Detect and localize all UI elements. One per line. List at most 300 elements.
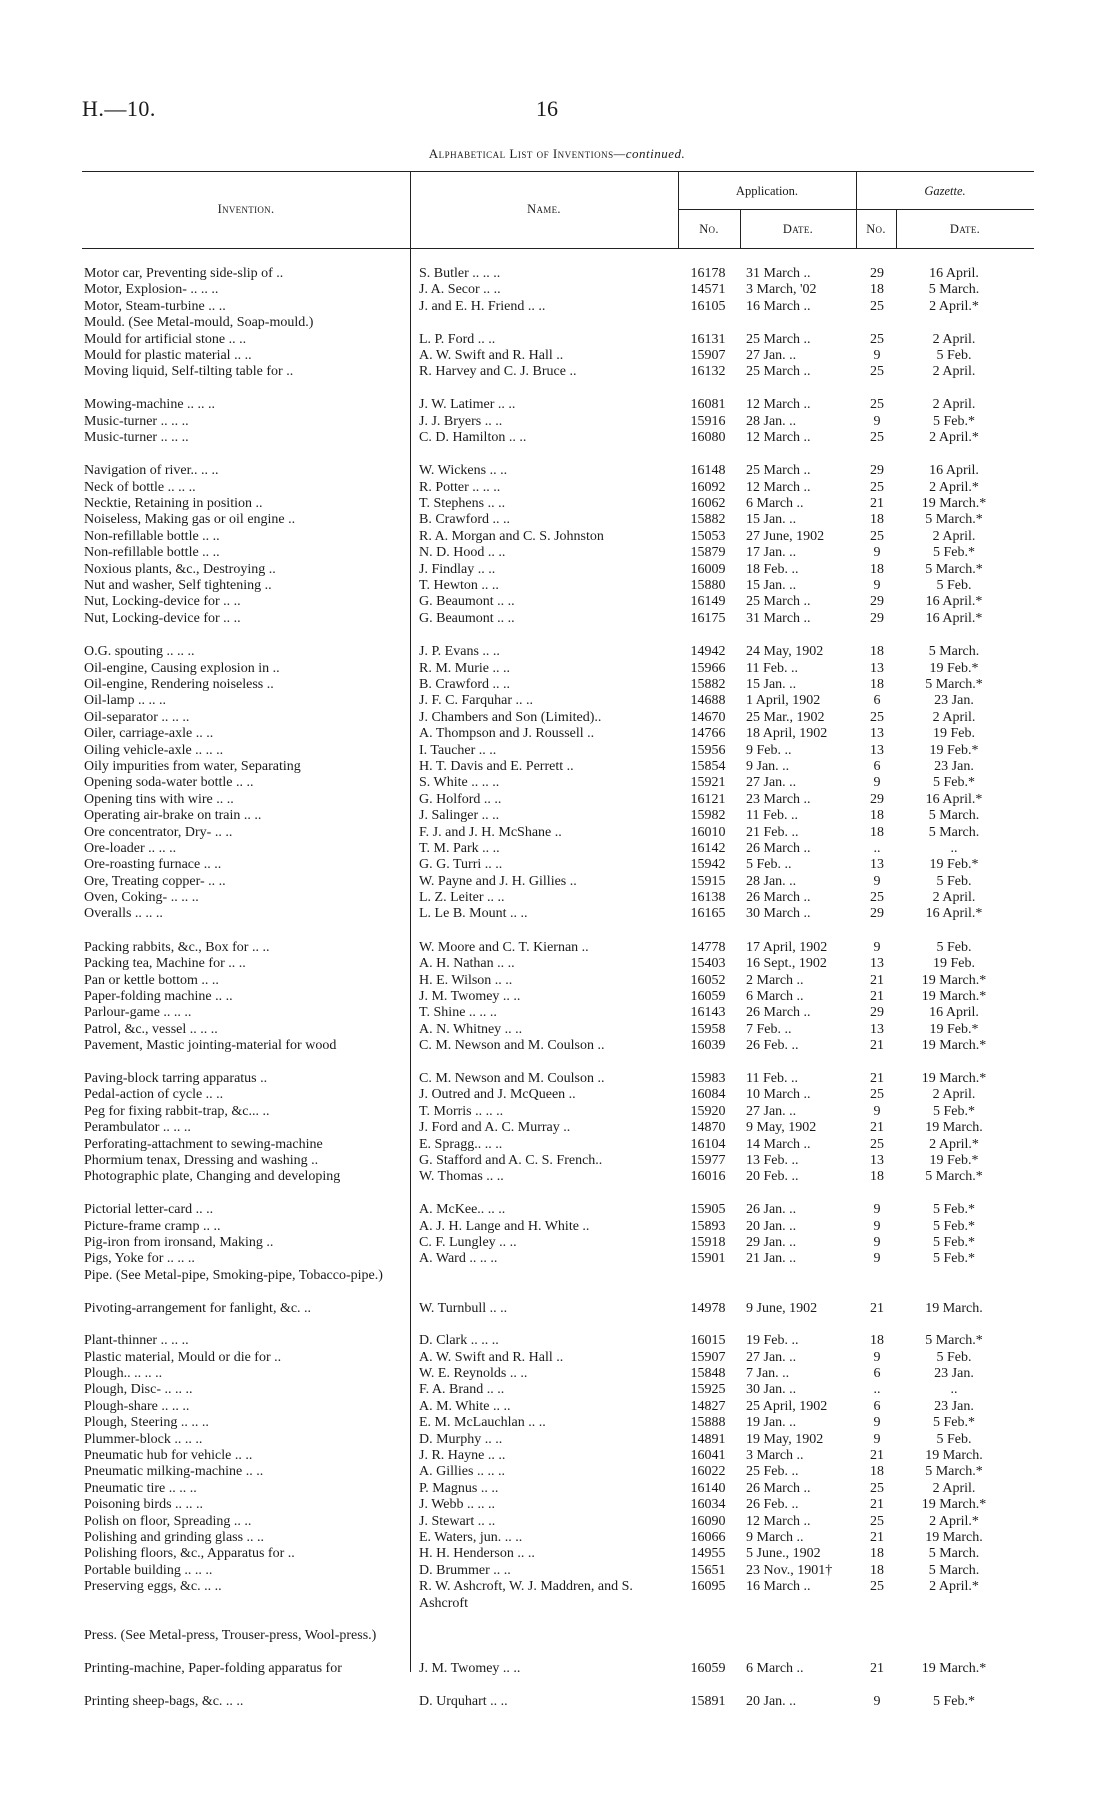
name-cell: A. N. Whitney .. .. (419, 1021, 523, 1037)
name-cell: T. Hewton .. .. (419, 578, 499, 594)
table-row (0, 906, 1114, 922)
application-date-cell: 26 Feb. .. (746, 1038, 799, 1054)
application-date-cell: 25 March .. (746, 364, 811, 380)
invention-cell: Nut, Locking-device for .. .. (84, 610, 241, 626)
gazette-no-cell: 21 (870, 1071, 884, 1086)
table-row (0, 1169, 1114, 1202)
application-no-cell: 14688 (690, 693, 726, 709)
invention-cell: Printing-machine, Paper-folding apparatus for (84, 1661, 342, 1677)
gazette-no-cell: 18 (870, 512, 884, 528)
invention-cell: Oily impurities from water, Separating (84, 758, 301, 774)
application-date-cell: 20 Jan. .. (746, 1218, 797, 1234)
gazette-date-cell: 5 March.* (925, 512, 983, 528)
table-row (0, 775, 1114, 791)
gazette-no-cell: 6 (873, 758, 881, 774)
table-caption (0, 146, 1114, 162)
application-date-cell: 14 March .. (746, 1136, 811, 1152)
table-row (0, 1514, 1114, 1530)
name-cell: G. Beaumont .. .. (419, 594, 515, 610)
gazette-date-cell: 19 March.* (921, 1038, 987, 1054)
application-date-cell: 18 Feb. .. (746, 561, 799, 577)
application-no-cell: 15905 (690, 1202, 726, 1218)
application-no-cell: 16149 (690, 594, 726, 610)
table-row (0, 1333, 1114, 1349)
gazette-date-cell: 5 March. (928, 282, 980, 298)
name-cell: A. W. Swift and R. Hall .. (419, 347, 564, 363)
table-row (0, 644, 1114, 660)
application-date-cell: 11 Feb. .. (746, 660, 798, 676)
gazette-date-cell: 5 Feb.* (933, 545, 975, 561)
gazette-date-cell: 5 March. (928, 644, 980, 660)
gazette-date-cell: 2 April. (932, 331, 976, 347)
name-cell: R. A. Morgan and C. S. Johnston (419, 528, 604, 544)
gazette-no-cell: 18 (870, 1333, 884, 1349)
name-cell: T. Shine .. .. .. (419, 1005, 497, 1021)
table-row (0, 1022, 1114, 1038)
name-cell: F. J. and J. H. McShane .. (419, 824, 562, 840)
application-no-cell: 16148 (690, 463, 726, 479)
gazette-no-cell: .. (873, 1382, 881, 1398)
gazette-no-cell: 25 (870, 1513, 884, 1529)
invention-cell: Noiseless, Making gas or oil engine .. (84, 512, 296, 528)
name-cell: G. G. Turri .. .. (419, 857, 503, 873)
application-no-cell: 16143 (690, 1005, 726, 1021)
name-cell: H. T. Davis and E. Perrett .. (419, 758, 574, 774)
table-row (0, 1563, 1114, 1579)
application-date-cell: 30 Jan. .. (746, 1382, 797, 1398)
gazette-date-cell: 19 March.* (921, 1661, 987, 1677)
name-cell: W. Thomas .. .. (419, 1169, 504, 1185)
invention-cell: Portable building .. .. .. (84, 1562, 213, 1578)
table-row (0, 430, 1114, 446)
table-row (0, 611, 1114, 627)
gazette-no-cell: 18 (870, 808, 884, 824)
table-row (0, 661, 1114, 677)
table-row (0, 1071, 1114, 1087)
gazette-no-cell: 6 (873, 693, 881, 709)
application-date-cell: 28 Jan. .. (746, 413, 797, 429)
application-date-cell: 18 April, 1902 (746, 726, 828, 742)
col-header-date: Date. (782, 222, 814, 236)
table-row (0, 940, 1114, 956)
name-cell: A. Thompson and J. Roussell .. (419, 726, 595, 742)
invention-cell: O.G. spouting .. .. .. (84, 644, 195, 660)
gazette-no-cell: 21 (870, 496, 884, 512)
invention-cell: Plough, Disc- .. .. .. (84, 1382, 193, 1398)
application-date-cell: 19 Feb. .. (746, 1333, 799, 1349)
invention-cell: Mould for artificial stone .. .. (84, 331, 247, 347)
application-no-cell: 15915 (690, 873, 726, 889)
application-date-cell: 24 May, 1902 (746, 644, 824, 660)
table-row (0, 808, 1114, 824)
application-no-cell: 16081 (690, 397, 726, 413)
name-cell: J. A. Secor .. .. (419, 282, 501, 298)
gazette-no-cell: 9 (873, 939, 881, 955)
application-no-cell: 15966 (690, 660, 726, 676)
invention-cell: Plough.. .. .. .. (84, 1366, 163, 1382)
table-row (0, 529, 1114, 545)
application-date-cell: 17 April, 1902 (746, 939, 828, 955)
table-row (0, 1481, 1114, 1497)
gazette-no-cell: .. (873, 840, 881, 856)
invention-cell: Necktie, Retaining in position .. (84, 496, 263, 512)
application-no-cell: 15854 (690, 758, 726, 774)
gazette-date-cell: 16 April. (929, 463, 979, 479)
application-date-cell: 23 Nov., 1901† (746, 1562, 833, 1578)
invention-cell: Moving liquid, Self-tilting table for .. (84, 364, 294, 380)
name-cell: F. A. Brand .. .. (419, 1382, 505, 1398)
name-cell: L. Le B. Mount .. .. (419, 906, 528, 922)
application-date-cell: 15 Jan. .. (746, 578, 797, 594)
gazette-no-cell: 25 (870, 1579, 884, 1595)
gazette-date-cell: 23 Jan. (934, 1398, 974, 1414)
table-row (0, 1301, 1114, 1334)
application-date-cell: 27 Jan. .. (746, 1103, 797, 1119)
gazette-date-cell: 19 March.* (921, 989, 987, 1005)
gazette-date-cell: 2 April. (932, 528, 976, 544)
application-no-cell: 16041 (690, 1448, 726, 1464)
name-cell: R. Harvey and C. J. Bruce .. (419, 364, 577, 380)
table-row (0, 874, 1114, 890)
application-no-cell: 15879 (690, 545, 726, 561)
application-no-cell: 16178 (690, 266, 726, 281)
table-row (0, 578, 1114, 594)
gazette-no-cell: 9 (873, 1431, 881, 1447)
gazette-no-cell: 29 (870, 1005, 884, 1021)
application-date-cell: 13 Feb. .. (746, 1152, 799, 1168)
gazette-no-cell: 29 (870, 610, 884, 626)
table-row (0, 1235, 1114, 1251)
table-row (0, 1612, 1114, 1628)
gazette-date-cell: 2 April. (932, 1480, 976, 1496)
gazette-no-cell: 18 (870, 1464, 884, 1480)
table-row (0, 1399, 1114, 1415)
application-date-cell: 2 March .. (746, 972, 804, 988)
name-cell: S. White .. .. .. (419, 775, 500, 791)
application-no-cell: 16165 (690, 906, 726, 922)
invention-cell: Plastic material, Mould or die for .. (84, 1349, 282, 1365)
application-no-cell: 16104 (690, 1136, 726, 1152)
application-no-cell: 16059 (690, 1661, 726, 1677)
page-number: 16 (536, 96, 558, 121)
table-row (0, 759, 1114, 775)
name-cell: S. Butler .. .. .. (419, 266, 501, 281)
invention-cell: Opening tins with wire .. .. (84, 791, 234, 807)
name-cell: R. M. Murie .. .. (419, 660, 510, 676)
application-no-cell: 15882 (690, 677, 726, 692)
application-no-cell: 16092 (690, 479, 726, 495)
gazette-no-cell: 18 (870, 1546, 884, 1562)
table-row (0, 857, 1114, 873)
name-cell: W. Moore and C. T. Kiernan .. (419, 939, 589, 955)
gazette-no-cell: 13 (870, 660, 884, 676)
name-cell: I. Taucher .. .. (419, 742, 497, 758)
name-cell: P. Magnus .. .. (419, 1480, 499, 1496)
application-date-cell: 11 Feb. .. (746, 1071, 798, 1086)
gazette-date-cell: 23 Jan. (934, 758, 974, 774)
application-no-cell: 15907 (690, 1349, 726, 1365)
gazette-no-cell: 25 (870, 890, 884, 906)
table-row (0, 726, 1114, 742)
invention-cell: Plough, Steering .. .. .. (84, 1415, 209, 1431)
invention-cell: Plough-share .. .. .. (84, 1398, 190, 1414)
application-no-cell: 16140 (690, 1480, 726, 1496)
gazette-date-cell: 19 Feb. (933, 726, 975, 742)
gazette-date-cell: 5 Feb.* (933, 1202, 975, 1218)
name-cell: J. W. Latimer .. .. (419, 397, 516, 413)
application-date-cell: 16 March .. (746, 1579, 811, 1595)
gazette-date-cell: 5 March.* (925, 677, 983, 692)
application-date-cell: 25 March .. (746, 594, 811, 610)
col-header-no: No. (699, 222, 719, 236)
application-date-cell: 7 Jan. .. (746, 1366, 790, 1382)
gazette-no-cell: 9 (873, 1251, 881, 1267)
invention-cell: Motor car, Preventing side-slip of .. (84, 266, 284, 281)
gazette-no-cell: 18 (870, 1169, 884, 1185)
application-no-cell: 16022 (690, 1464, 726, 1480)
gazette-no-cell: 6 (873, 1366, 881, 1382)
application-date-cell: 5 June., 1902 (746, 1546, 821, 1562)
invention-cell: Peg for fixing rabbit-trap, &c... .. (84, 1103, 270, 1119)
name-cell: W. Turnbull .. .. (419, 1300, 508, 1316)
application-no-cell: 15918 (690, 1234, 726, 1250)
application-date-cell: 3 March .. (746, 1448, 804, 1464)
table-row (0, 463, 1114, 479)
gazette-no-cell: 9 (873, 1218, 881, 1234)
table-row (0, 1137, 1114, 1153)
header-bottom-rule (82, 248, 1034, 249)
table-row (0, 710, 1114, 726)
invention-cell: Motor, Steam-turbine .. .. (84, 298, 226, 314)
name-cell: E. Waters, jun. .. .. (419, 1529, 523, 1545)
invention-cell: Plant-thinner .. .. .. (84, 1333, 189, 1349)
gazette-date-cell: 2 April. (932, 397, 976, 413)
name-cell: A. Gillies .. .. .. (419, 1464, 505, 1480)
application-date-cell: 12 March .. (746, 1513, 811, 1529)
application-no-cell: 16132 (690, 364, 726, 380)
gazette-date-cell: 5 Feb. (936, 1349, 972, 1365)
invention-cell: Pigs, Yoke for .. .. .. (84, 1251, 195, 1267)
name-cell: W. E. Reynolds .. .. (419, 1366, 528, 1382)
table-row (0, 1432, 1114, 1448)
application-date-cell: 26 March .. (746, 1480, 811, 1496)
invention-cell: Paving-block tarring apparatus .. (84, 1071, 268, 1086)
name-cell: C. F. Lungley .. .. (419, 1234, 517, 1250)
application-date-cell: 25 March .. (746, 331, 811, 347)
gazette-date-cell: 2 April. (932, 709, 976, 725)
table-row (0, 743, 1114, 759)
table-row (0, 693, 1114, 709)
gazette-no-cell: 9 (873, 1415, 881, 1431)
gazette-no-cell: 9 (873, 347, 881, 363)
gazette-no-cell: 18 (870, 677, 884, 692)
invention-cell: Opening soda-water bottle .. .. (84, 775, 254, 791)
application-no-cell: 14942 (690, 644, 726, 660)
table-row (0, 1661, 1114, 1694)
application-date-cell: 21 Jan. .. (746, 1251, 797, 1267)
table-row (0, 1628, 1114, 1661)
gazette-date-cell: 16 April.* (925, 791, 983, 807)
name-cell: A. H. Nathan .. .. (419, 956, 515, 972)
table-row (0, 348, 1114, 364)
name-cell: H. E. Wilson .. .. (419, 972, 513, 988)
application-no-cell: 16052 (690, 972, 726, 988)
gazette-date-cell: 19 March.* (921, 972, 987, 988)
table-row (0, 973, 1114, 989)
name-cell: J. Webb .. .. .. (419, 1497, 496, 1513)
name-cell: J. Outred and J. McQueen .. (419, 1087, 576, 1103)
gazette-date-cell: 19 Feb.* (929, 1152, 979, 1168)
gazette-date-cell: 19 Feb. (933, 956, 975, 972)
gazette-no-cell: 18 (870, 282, 884, 298)
name-cell: J. M. Twomey .. .. (419, 989, 521, 1005)
name-cell: A. W. Swift and R. Hall .. (419, 1349, 564, 1365)
application-date-cell: 12 March .. (746, 429, 811, 445)
gazette-no-cell: 9 (873, 578, 881, 594)
application-date-cell: 28 Jan. .. (746, 873, 797, 889)
invention-cell: Oil-engine, Rendering noiseless .. (84, 677, 274, 692)
application-no-cell: 15880 (690, 578, 726, 594)
application-no-cell: 15403 (690, 956, 726, 972)
gazette-no-cell: 18 (870, 1562, 884, 1578)
application-no-cell: 14766 (690, 726, 726, 742)
gazette-date-cell: 5 Feb.* (933, 1103, 975, 1119)
invention-cell: Perforating-attachment to sewing-machine (84, 1136, 323, 1152)
table-row (0, 1497, 1114, 1513)
application-date-cell: 30 March .. (746, 906, 811, 922)
table-row (0, 1546, 1114, 1562)
gazette-date-cell: 19 March.* (921, 496, 987, 512)
gazette-no-cell: 25 (870, 1480, 884, 1496)
invention-cell: Pig-iron from ironsand, Making .. (84, 1234, 274, 1250)
name-cell: C. D. Hamilton .. .. (419, 429, 527, 445)
name-cell: J. Ford and A. C. Murray .. (419, 1120, 571, 1136)
invention-cell: Packing rabbits, &c., Box for .. .. (84, 939, 270, 955)
application-date-cell: 26 Jan. .. (746, 1202, 797, 1218)
table-row (0, 299, 1114, 315)
invention-cell: Ore-loader .. .. .. (84, 840, 177, 856)
table-row (0, 1268, 1114, 1301)
application-date-cell: 15 Jan. .. (746, 677, 797, 692)
gazette-no-cell: 9 (873, 1693, 881, 1709)
application-date-cell: 17 Jan. .. (746, 545, 797, 561)
application-no-cell: 16138 (690, 890, 726, 906)
application-no-cell: 14670 (690, 709, 726, 725)
invention-cell: Operating air-brake on train .. .. (84, 808, 262, 824)
invention-cell: Non-refillable bottle .. .. (84, 528, 220, 544)
application-no-cell: 16142 (690, 840, 726, 856)
table-row (0, 282, 1114, 298)
gazette-date-cell: 16 April. (929, 266, 979, 281)
application-date-cell: 31 March .. (746, 266, 811, 281)
name-cell: T. M. Park .. .. (419, 840, 500, 856)
name-cell: C. M. Newson and M. Coulson .. (419, 1071, 605, 1086)
application-date-cell: 6 March .. (746, 496, 804, 512)
invention-cell: Oil-engine, Causing explosion in .. (84, 660, 280, 676)
name-cell: W. Wickens .. .. (419, 463, 508, 479)
name-cell: H. H. Henderson .. .. (419, 1546, 535, 1562)
table-row (0, 1219, 1114, 1235)
name-cell: J. P. Evans .. .. (419, 644, 500, 660)
application-date-cell: 9 Feb. .. (746, 742, 792, 758)
name-cell: G. Holford .. .. (419, 791, 502, 807)
application-no-cell: 14778 (690, 939, 726, 955)
application-date-cell: 20 Feb. .. (746, 1169, 799, 1185)
application-no-cell: 15651 (690, 1562, 726, 1578)
application-date-cell: 5 Feb. .. (746, 857, 792, 873)
table-row (0, 1087, 1114, 1103)
application-date-cell: 11 Feb. .. (746, 808, 798, 824)
gazette-date-cell: 23 Jan. (934, 1366, 974, 1382)
group-spacer (0, 627, 1114, 644)
application-no-cell: 16015 (690, 1333, 726, 1349)
invention-cell: Pneumatic hub for vehicle .. .. (84, 1448, 253, 1464)
name-cell: J. Salinger .. .. (419, 808, 500, 824)
name-cell: W. Payne and J. H. Gillies .. (419, 873, 577, 889)
application-date-cell: 19 May, 1902 (746, 1431, 824, 1447)
application-date-cell: 27 Jan. .. (746, 347, 797, 363)
gazette-no-cell: 21 (870, 1661, 884, 1677)
name-cell: D. Murphy .. .. (419, 1431, 503, 1447)
gazette-date-cell: 19 March.* (921, 1497, 987, 1513)
inventions-table-body (0, 266, 1114, 1710)
name-cell: T. Morris .. .. .. (419, 1103, 504, 1119)
col-header-name: Name. (527, 202, 561, 216)
table-row (0, 1464, 1114, 1480)
invention-cell: Ore concentrator, Dry- .. .. (84, 824, 233, 840)
gazette-no-cell: 21 (870, 1120, 884, 1136)
application-date-cell: 9 Jan. .. (746, 758, 790, 774)
gazette-no-cell: 18 (870, 561, 884, 577)
application-no-cell: 16095 (690, 1579, 726, 1595)
name-cell: R. W. Ashcroft, W. J. Maddren, and S. Ashcroft (419, 1579, 633, 1611)
name-cell: E. Spragg.. .. .. (419, 1136, 503, 1152)
gazette-date-cell: 19 March. (925, 1300, 983, 1316)
gazette-no-cell: 18 (870, 644, 884, 660)
table-row (0, 956, 1114, 972)
application-no-cell: 16121 (690, 791, 726, 807)
gazette-no-cell: 25 (870, 397, 884, 413)
name-cell: J. J. Bryers .. .. (419, 413, 503, 429)
gazette-no-cell: 9 (873, 413, 881, 429)
invention-cell: Pneumatic tire .. .. .. (84, 1480, 197, 1496)
caption-suffix: —continued. (613, 146, 686, 161)
application-date-cell: 26 Feb. .. (746, 1497, 799, 1513)
application-date-cell: 26 March .. (746, 840, 811, 856)
table-row (0, 825, 1114, 841)
gazette-date-cell: .. (950, 1382, 958, 1398)
application-no-cell: 14870 (690, 1120, 726, 1136)
name-cell: D. Clark .. .. .. (419, 1333, 499, 1349)
table-row (0, 677, 1114, 693)
name-cell: J. Findlay .. .. (419, 561, 496, 577)
invention-cell: Motor, Explosion- .. .. .. (84, 282, 219, 298)
application-date-cell: 10 March .. (746, 1087, 811, 1103)
application-no-cell: 16105 (690, 298, 726, 314)
doc-ref: H.—10. (82, 96, 156, 121)
gazette-no-cell: 25 (870, 1136, 884, 1152)
application-no-cell: 16009 (690, 561, 726, 577)
application-no-cell: 15901 (690, 1251, 726, 1267)
table-row (0, 562, 1114, 578)
col-header-gazette: Gazette. (924, 184, 966, 198)
gazette-no-cell: 25 (870, 364, 884, 380)
gazette-date-cell: 5 March.* (925, 561, 983, 577)
table-row (0, 1005, 1114, 1021)
gazette-date-cell: 5 Feb. (936, 1431, 972, 1447)
gazette-no-cell: 29 (870, 791, 884, 807)
table-row (0, 989, 1114, 1005)
